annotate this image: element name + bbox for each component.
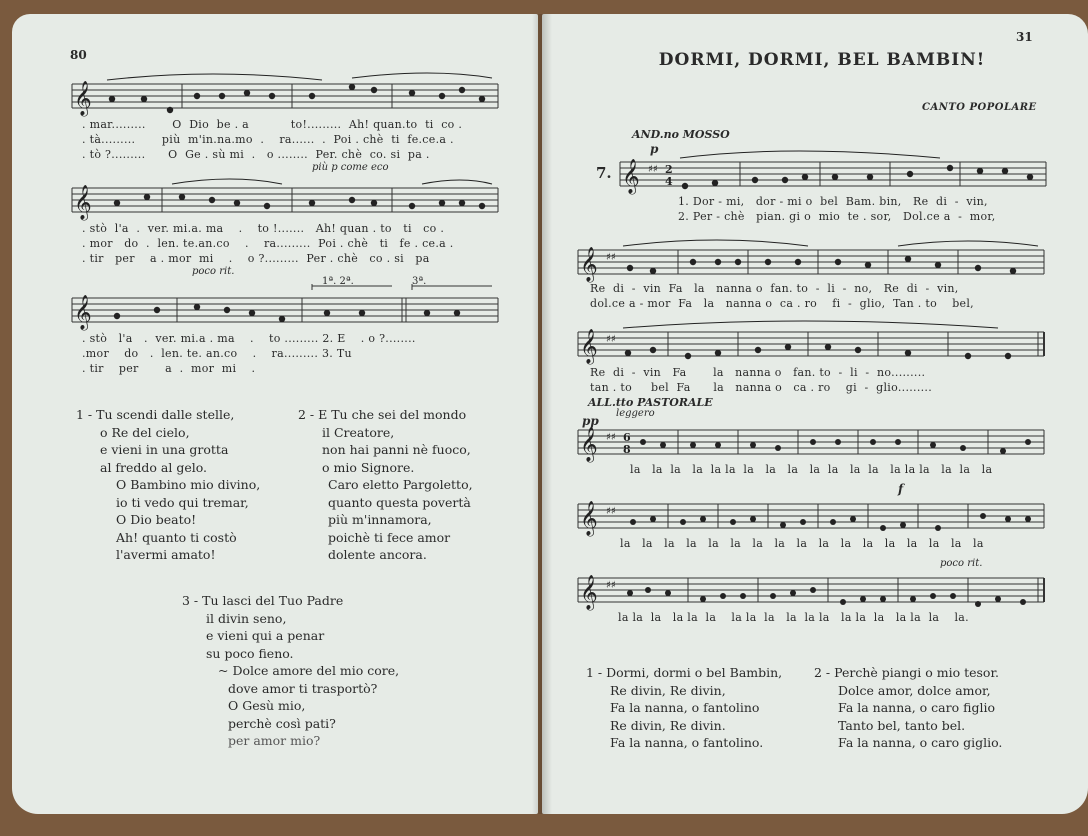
verse-line: dolente ancora.	[328, 547, 427, 562]
verse-line: io ti vedo qui tremar,	[116, 494, 249, 510]
verse-line: e vieni in una grotta	[100, 442, 229, 457]
music-staff	[610, 148, 1050, 198]
svg-text:♯♯: ♯♯	[606, 334, 616, 345]
svg-text:♯♯: ♯♯	[606, 432, 616, 443]
svg-text:𝄞: 𝄞	[74, 185, 92, 220]
song-number: 7.	[596, 164, 612, 182]
music-staff	[568, 416, 1048, 466]
tempo-marking: AND.no MOSSO	[632, 128, 730, 141]
lyric-line: . mar......... O Dio be . a to!......... Ah! quan.to ti co .	[82, 118, 463, 131]
lyric-line: .mor do . len. te. an.co . ra......... 3. Tu	[82, 347, 352, 360]
lyric-line: 1. Dor - mi, dor - mi o bel Bam. bin, Re di - vin,	[678, 195, 988, 208]
lyric-line: . stò l'a . ver. mi.a . ma . to ......... 2. E . o ?........	[82, 332, 416, 345]
verse-line: più m'innamora,	[328, 512, 432, 527]
volta-bracket-1: 1ª. 2ª.	[322, 276, 354, 287]
music-staff	[568, 318, 1048, 368]
song-title: DORMI, DORMI, BEL BAMBIN!	[658, 50, 986, 70]
verse-line: per amor mio?	[228, 733, 321, 748]
verse-line: Fa la nanna, o caro giglio.	[838, 735, 1003, 750]
svg-text:8: 8	[623, 443, 631, 456]
expression-marking: più p come eco	[312, 162, 389, 173]
verse-line: Caro eletto Pargoletto,	[328, 477, 473, 492]
svg-text:6: 6	[623, 431, 631, 444]
lyric-line: Re di - vin Fa la nanna o fan. to - li - no.........	[590, 366, 926, 379]
page-number-right: 31	[1016, 30, 1033, 44]
verse-line: l'avermi amato!	[116, 547, 216, 562]
svg-text:𝄞: 𝄞	[580, 247, 598, 282]
volta-bracket-2: 3ª.	[412, 276, 427, 287]
music-staff	[62, 284, 502, 334]
verse-line: Tanto bel, tanto bel.	[838, 717, 966, 733]
lyric-line: . tir per a . mor mi . o ?......... Per . chè co . si pa	[82, 252, 430, 265]
svg-text:𝄞: 𝄞	[74, 81, 92, 116]
expression-marking: leggero	[616, 408, 655, 419]
verse-line: O Bambino mio divino,	[116, 477, 261, 492]
lyric-line: . mor do . len. te.an.co . ra......... Poi . chè ti fe . ce.a .	[82, 237, 454, 250]
svg-text:𝄞: 𝄞	[74, 295, 92, 330]
expression-marking: poco rit.	[192, 266, 235, 277]
lyric-line: la la la la la la la la la la la la la la la la la la la.	[618, 611, 969, 624]
verse-line: il divin seno,	[206, 610, 287, 626]
book-spine	[532, 14, 552, 814]
verse-3	[182, 592, 399, 750]
song-subtitle: CANTO POPOLARE	[922, 102, 1037, 113]
svg-text:2: 2	[665, 163, 673, 176]
lyric-line: dol.ce a - mor Fa la nanna o ca . ro fi - glio, Tan . to bel,	[590, 297, 974, 310]
verse-line: ~ Dolce amore del mio core,	[218, 663, 400, 678]
svg-text:𝄞: 𝄞	[580, 575, 598, 610]
verse-line: Dolce amor, dolce amor,	[838, 682, 991, 698]
verse-line: 1 - Dormi, dormi o bel Bambin,	[586, 665, 783, 680]
lyric-line: . tò ?......... O Ge . sù mi . o ........ Per. chè co. si pa .	[82, 148, 430, 161]
verse-line: 2 - E Tu che sei del mondo	[298, 407, 467, 422]
tempo-marking: ALL.tto PASTORALE	[588, 396, 713, 409]
svg-text:𝄞: 𝄞	[580, 501, 598, 536]
verse-line: O Dio beato!	[116, 512, 197, 527]
verse-2	[298, 406, 473, 564]
svg-text:𝄞: 𝄞	[580, 329, 598, 364]
verse-line: Fa la nanna, o caro figlio	[838, 700, 995, 715]
svg-text:♯♯: ♯♯	[606, 506, 616, 517]
verse-line: su poco fieno.	[206, 645, 294, 661]
left-page	[12, 14, 538, 814]
music-staff	[568, 564, 1048, 614]
verse-line: 2 - Perchè piangi o mio tesor.	[814, 665, 1000, 680]
lyric-line: 2. Per - chè pian. gi o mio te . sor, Dol.ce a - mor,	[678, 210, 996, 223]
verse-line: quanto questa povertà	[328, 494, 471, 510]
open-songbook	[12, 14, 1084, 824]
verse-line: 3 - Tu lasci del Tuo Padre	[182, 593, 344, 608]
verse-line: Ah! quanto ti costò	[116, 529, 237, 545]
lyric-line: Re di - vin Fa la nanna o fan. to - li - no, Re di - vin,	[590, 282, 959, 295]
lyric-line: la la la la la la la la la la la la la la la la la la la	[630, 463, 993, 476]
verse-2	[814, 664, 1002, 752]
verse-line: dove amor ti trasportò?	[228, 680, 378, 696]
verse-line: non hai panni nè fuoco,	[322, 442, 471, 457]
music-staff	[62, 70, 502, 120]
svg-text:♯♯: ♯♯	[606, 580, 616, 591]
svg-text:𝄞: 𝄞	[622, 159, 640, 194]
verse-line: Fa la nanna, o fantolino.	[610, 735, 764, 750]
verse-line: poichè ti fece amor	[328, 529, 451, 545]
verse-line: Re divin, Re divin,	[610, 682, 726, 698]
dynamic-marking: p	[650, 142, 659, 156]
lyric-line: . tir per a . mor mi .	[82, 362, 256, 375]
verse-1	[76, 406, 260, 564]
verse-line: O Gesù mio,	[228, 698, 306, 713]
verse-line: e vieni qui a penar	[206, 628, 325, 643]
music-staff	[568, 236, 1048, 286]
verse-1	[586, 664, 782, 752]
verse-line: il Creatore,	[322, 424, 395, 440]
verse-line: Re divin, Re divin.	[610, 717, 726, 733]
verse-line: o mio Signore.	[322, 459, 415, 475]
lyric-line: tan . to bel Fa la nanna o ca . ro gi - glio.........	[590, 381, 933, 394]
svg-text:4: 4	[665, 175, 673, 188]
page-number-left: 80	[70, 48, 87, 62]
lyric-line: . stò l'a . ver. mi.a. ma . to !....... Ah! quan . to ti co .	[82, 222, 445, 235]
verse-line: o Re del cielo,	[100, 424, 190, 440]
dynamic-marking: f	[898, 482, 904, 496]
music-staff	[62, 174, 502, 224]
verse-line: Fa la nanna, o fantolino	[610, 700, 760, 715]
lyric-line: . tà......... più m'in.na.mo . ra...... . Poi . chè ti fe.ce.a .	[82, 133, 454, 146]
expression-marking: poco rit.	[940, 558, 983, 569]
svg-text:𝄞: 𝄞	[580, 427, 598, 462]
svg-text:♯♯: ♯♯	[648, 164, 658, 175]
verse-line: perchè così pati?	[228, 715, 336, 731]
svg-text:♯♯: ♯♯	[606, 252, 616, 263]
dynamic-marking: pp	[582, 414, 599, 428]
verse-line: 1 - Tu scendi dalle stelle,	[76, 407, 235, 422]
music-staff	[568, 490, 1048, 540]
verse-line: al freddo al gelo.	[100, 459, 208, 475]
right-page	[542, 14, 1088, 814]
lyric-line: la la la la la la la la la la la la la la la la la	[620, 537, 984, 550]
